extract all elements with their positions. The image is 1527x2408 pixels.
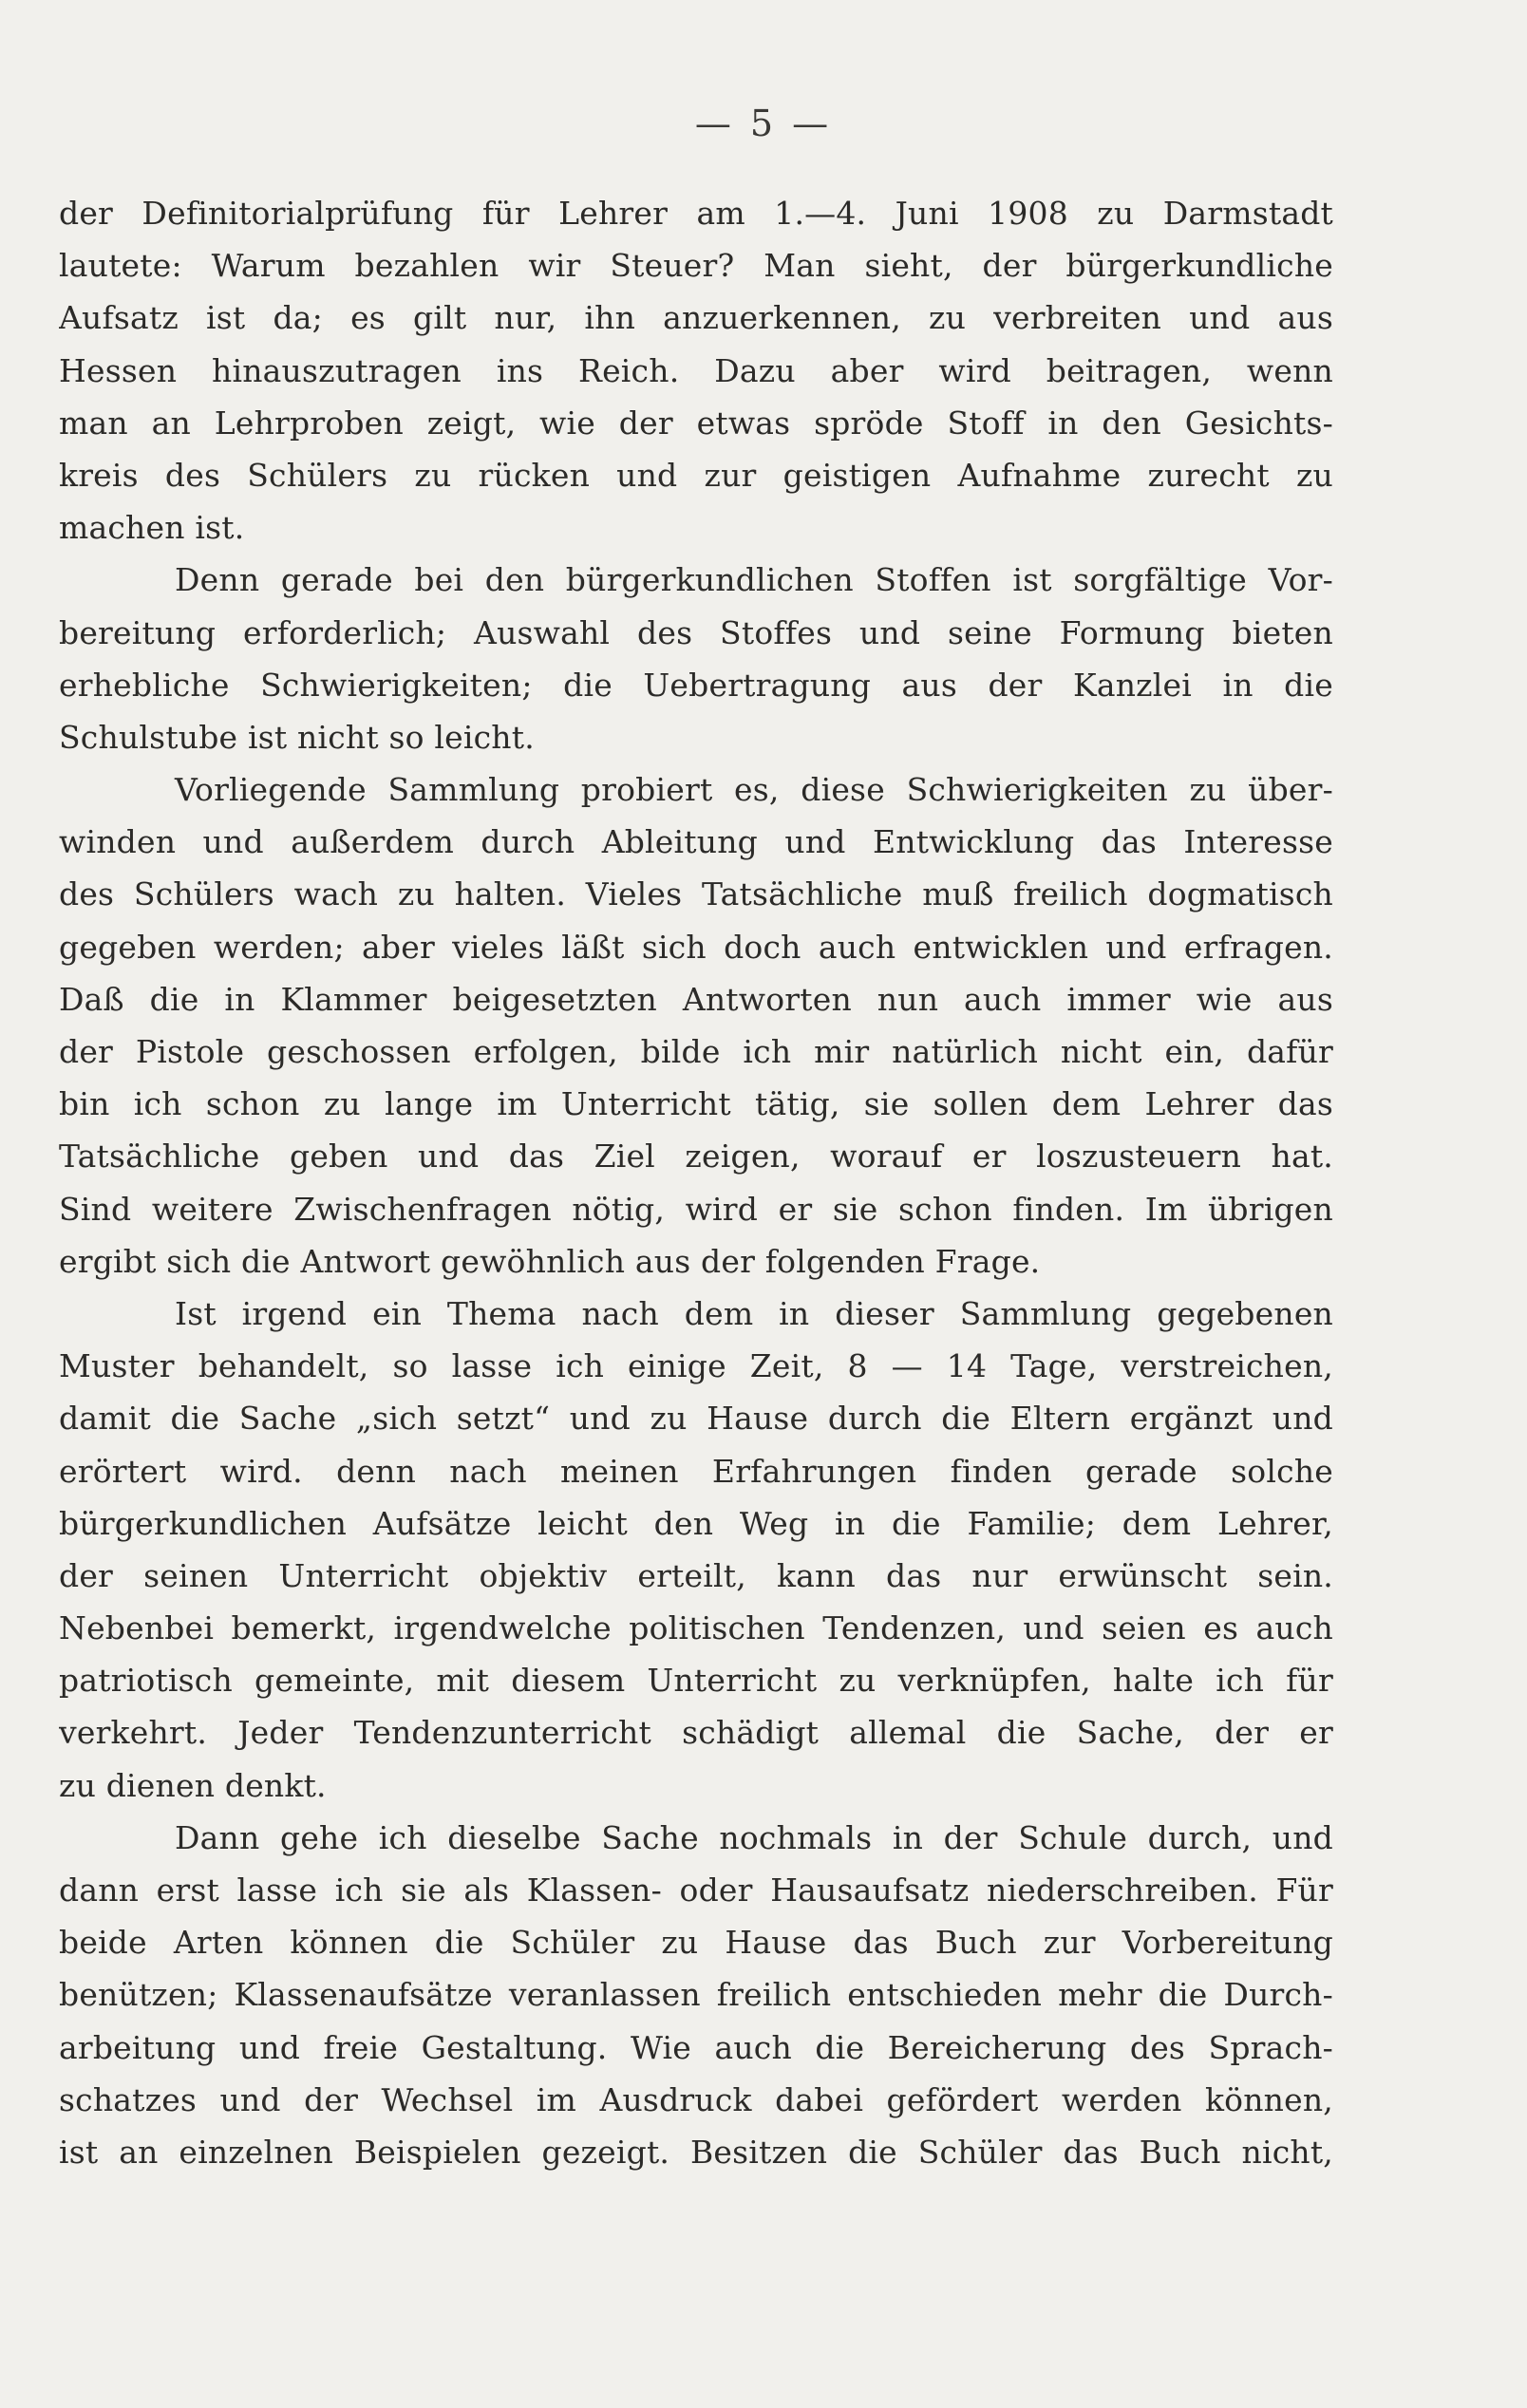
paragraph-start-line: Dann gehe ich dieselbe Sache nochmals in der Schule durch, und <box>175 1818 1333 1856</box>
text-line: der seinen Unterricht objektiv erteilt, kann das nur erwünscht sein. <box>59 1556 1333 1594</box>
text-line: Daß die in Klammer beigesetzten Antworten nun auch immer wie aus <box>59 980 1333 1018</box>
text-line: patriotisch gemeinte, mit diesem Unterricht zu verknüpfen, halte ich für <box>59 1662 1333 1700</box>
text-line: gegeben werden; aber vieles läßt sich doch auch entwicklen und erfragen. <box>59 928 1333 966</box>
text-line: bürgerkundlichen Aufsätze leicht den Weg in die Familie; dem Lehrer, <box>59 1504 1333 1542</box>
text-line: arbeitung und freie Gestaltung. Wie auch die Bereicherung des Sprach- <box>59 2028 1333 2066</box>
paragraph-start-line: Ist irgend ein Thema nach dem in dieser Sammlung gegebenen <box>175 1294 1333 1332</box>
text-line: zu dienen denkt. <box>59 1766 327 1804</box>
text-line: ist an einzelnen Beispielen gezeigt. Besitzen die Schüler das Buch nicht, <box>59 2133 1333 2171</box>
text-line: erhebliche Schwierigkeiten; die Uebertragung aus der Kanzlei in die <box>59 666 1333 704</box>
text-line: Tatsächliche geben und das Ziel zeigen, worauf er loszusteuern hat. <box>59 1138 1333 1176</box>
text-line: schatzes und der Wechsel im Ausdruck dabei gefördert werden können, <box>59 2080 1333 2118</box>
text-line: lautete: Warum bezahlen wir Steuer? Man sieht, der bürgerkundliche <box>59 247 1333 285</box>
text-line: Hessen hinauszutragen ins Reich. Dazu aber wird beitragen, wenn <box>59 351 1333 389</box>
page-number: — 5 — <box>694 103 833 144</box>
text-line: Aufsatz ist da; es gilt nur, ihn anzuerkennen, zu verbreiten und aus <box>59 299 1333 337</box>
text-line: Schulstube ist nicht so leicht. <box>59 718 535 756</box>
body-text <box>59 187 1333 2178</box>
text-line: erörtert wird. denn nach meinen Erfahrungen finden gerade solche <box>59 1452 1333 1490</box>
text-line: damit die Sache „sich setzt“ und zu Hause durch die Eltern ergänzt und <box>59 1400 1333 1438</box>
text-line: beide Arten können die Schüler zu Hause das Buch zur Vorbereitung <box>59 1924 1333 1962</box>
text-line: dann erst lasse ich sie als Klassen- oder Hausaufsatz niederschreiben. Für <box>59 1872 1333 1909</box>
text-line: verkehrt. Jeder Tendenzunterricht schädigt allemal die Sache, der er <box>59 1714 1333 1752</box>
text-line: machen ist. <box>59 509 245 547</box>
text-line: bin ich schon zu lange im Unterricht tätig, sie sollen dem Lehrer das <box>59 1085 1333 1123</box>
text-line: Muster behandelt, so lasse ich einige Zeit, 8 — 14 Tage, verstreichen, <box>59 1347 1333 1385</box>
paragraph-start-line: Vorliegende Sammlung probiert es, diese Schwierigkeiten zu über- <box>175 771 1333 809</box>
text-line: der Pistole geschossen erfolgen, bilde ich mir natürlich nicht ein, dafür <box>59 1033 1333 1070</box>
text-line: benützen; Klassenaufsätze veranlassen freilich entschieden mehr die Durch- <box>59 1976 1333 2014</box>
text-line: des Schülers wach zu halten. Vieles Tatsächliche muß freilich dogmatisch <box>59 875 1333 913</box>
text-line: bereitung erforderlich; Auswahl des Stoffes und seine Formung bieten <box>59 613 1333 651</box>
text-line: kreis des Schülers zu rücken und zur geistigen Aufnahme zurecht zu <box>59 456 1333 494</box>
text-line: winden und außerdem durch Ableitung und Entwicklung das Interesse <box>59 823 1333 861</box>
text-line: Sind weitere Zwischenfragen nötig, wird er sie schon finden. Im übrigen <box>59 1190 1333 1228</box>
text-line: ergibt sich die Antwort gewöhnlich aus der folgenden Frage. <box>59 1242 1041 1280</box>
text-line: man an Lehrproben zeigt, wie der etwas spröde Stoff in den Gesichts- <box>59 404 1333 442</box>
paragraph-start-line: Denn gerade bei den bürgerkundlichen Stoffen ist sorgfältige Vor- <box>175 561 1333 599</box>
text-line: Nebenbei bemerkt, irgendwelche politischen Tendenzen, und seien es auch <box>59 1609 1333 1647</box>
text-line: der Definitorialprüfung für Lehrer am 1.—4. Juni 1908 zu Darmstadt <box>59 195 1333 232</box>
